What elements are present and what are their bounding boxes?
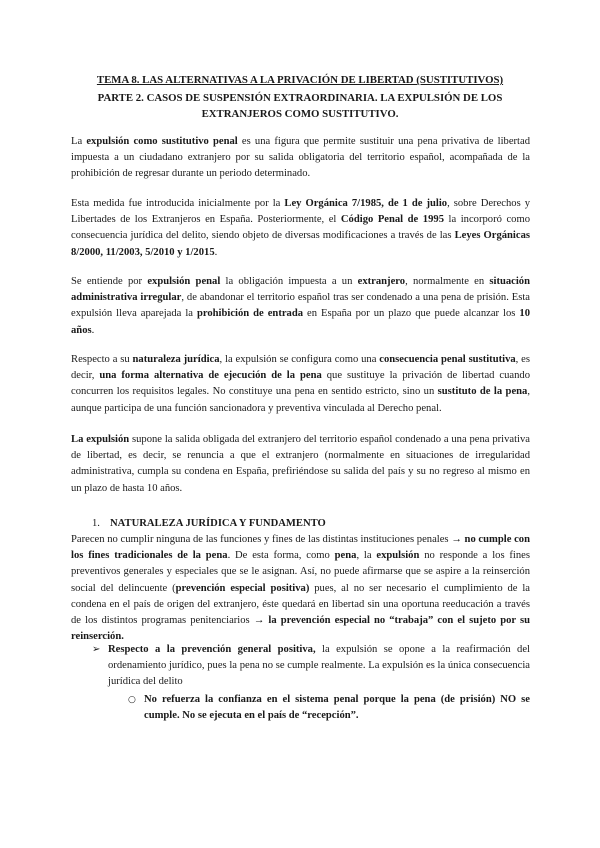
paragraph-legal-nature: Respecto a su naturaleza jurídica, la expulsión se configura como una consecuencia penal sustitutiva, es decir, una forma alternativa de ejecución de la pena que sustituye la privación de libertad cuando concurren los requisitos legales. No constituye una pena en sentido estricto, sino un sustituto de la pena, aunque participa de una función sancionadora y preventiva vinculada al Derecho penal. [71,354,531,414]
paragraph-expulsion-summary: La expulsión supone la salida obligada del extranjero del territorio español condenado a una pena privativa de libertad, es decir, se renuncia a que el extranjero (normalmente en situaciones de irregularidad administrativa, cumpla su condena en España, prefiriéndose su salida del país y su no regreso al mismo en un plazo de hasta 10 años. [71,434,530,494]
section-number: 1. [92,518,100,529]
list-item-text: No refuerza la confianza en el sistema penal porque la pena (de prisión) NO se cumple. No se ejecuta en el país de “recepción”. [144,694,530,722]
document-subtitle: PARTE 2. CASOS DE SUSPENSIÓN EXTRAORDINARIA. LA EXPULSIÓN DE LOS EXTRANJEROS COMO SUSTITUTIVO. [97,92,503,120]
paragraph-definition: La expulsión como sustitutivo penal es una figura que permite sustituir una pena privativa de libertad impuesta a un ciudadano extranjero por su salida obligatoria del territorio español, acompañada de la prohibición de regresar durante un periodo determinado. [71,136,531,180]
section-heading-text: NATURALEZA JURÍDICA Y FUNDAMENTO [110,518,326,529]
list-item-text: Respecto a la prevención general positiva, la expulsión se opone a la reafirmación del ordenamiento jurídico, pues la pena no se cumple realmente. La expulsión es la única consecuencia jurídica del delito [108,644,530,688]
document-title: TEMA 8. LAS ALTERNATIVAS A LA PRIVACIÓN DE LIBERTAD (SUSTITUTIVOS) [96,74,504,86]
paragraph-functions: Parecen no cumplir ninguna de las funciones y fines de las distintas instituciones penales → no cumple con los fines tradicionales de la pena. De esta forma, como pena, la expulsión no responde a los fines preventivos generales y especiales que se le asignan. Así, no puede afirmarse que se aspire a la reinserción social del delincuente (prevención especial positiva) pues, al no ser necesario el cumplimiento de la condena en el país de origen del extranjero, éste quedará en libertad sin una oportuna reeducación a través de los distintos programas penitenciarios → la prevención especial no “trabaja” con el sujeto por su reinserción. [71,534,531,643]
paragraph-expulsion-penal: Se entiende por expulsión penal la obligación impuesta a un extranjero, normalmente en situación administrativa irregular, de abandonar el territorio español tras ser condenado a una pena de prisión. Esta expulsión lleva aparejada la prohibición de entrada en España por un plazo que puede alcanzar los 10 años. [71,276,530,336]
paragraph-legal-origin: Esta medida fue introducida inicialmente por la Ley Orgánica 7/1985, de 1 de julio, sobre Derechos y Libertades de los Extranjeros en España. Posteriormente, el Código Penal de 1995 la incorporó como consecuencia jurídica del delito, siendo objeto de diversas modificaciones a través de las Leyes Orgánicas 8/2000, 11/2003, 5/2010 y 1/2015. [71,198,531,258]
arrow-bullet-icon: ➢ [92,644,101,655]
section-heading [92,516,326,532]
circle-bullet-icon: ○ [128,695,136,705]
